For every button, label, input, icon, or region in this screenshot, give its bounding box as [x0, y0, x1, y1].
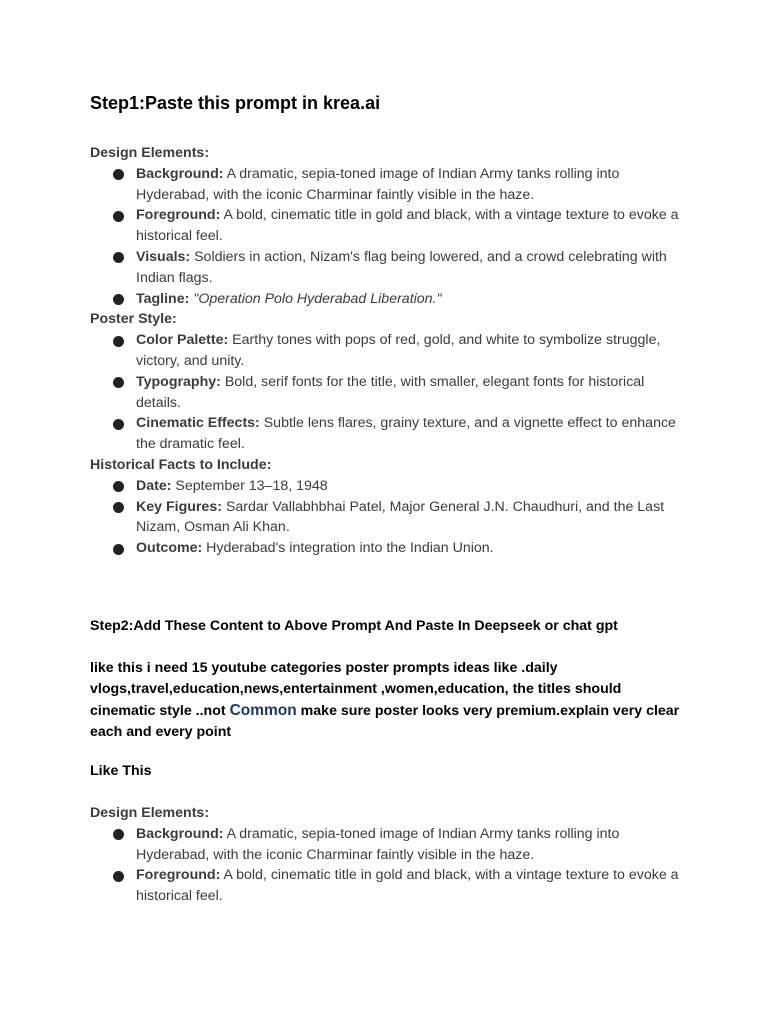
list-item: Background: A dramatic, sepia-toned image of Indian Army tanks rolling into Hyderabad, with the iconic Charminar faintly visible in the haze. — [90, 164, 690, 206]
step1-title: Step1:Paste this prompt in krea.ai — [90, 93, 381, 113]
bullet-icon — [113, 377, 124, 388]
step2-title: Step2:Add These Content to Above Prompt And Paste In Deepseek or chat gpt — [90, 618, 618, 634]
list-item: Outcome: Hyderabad's integration into the Indian Union. — [90, 538, 690, 559]
like-this-label: Like This — [90, 763, 152, 779]
highlight-word: Common — [229, 702, 297, 719]
section2 — [90, 803, 690, 907]
bullet-icon — [113, 481, 124, 492]
bullet-icon — [113, 294, 124, 305]
list-item: Tagline: "Operation Polo Hyderabad Liberation." — [90, 289, 690, 310]
bullet-icon — [113, 871, 124, 882]
bullet-icon — [113, 169, 124, 180]
design-elements-heading: Design Elements: — [90, 805, 210, 821]
design-elements-heading: Design Elements: — [90, 145, 210, 161]
bullet-icon — [113, 252, 124, 263]
list-item: Date: September 13–18, 1948 — [90, 476, 690, 497]
step2-paragraph: like this i need 15 youtube categories poster prompts ideas like .daily vlogs,travel,education,news,entertainment ,women,education, the titles should cinematic style ..not Common make sure poster looks very premium.explain very clear each and every point — [90, 660, 680, 740]
list-item: Key Figures: Sardar Vallabhbhai Patel, Major General J.N. Chaudhuri, and the Last Nizam, Osman Ali Khan. — [90, 497, 690, 539]
bullet-icon — [113, 502, 124, 513]
bullet-icon — [113, 336, 124, 347]
historical-facts-heading: Historical Facts to Include: — [90, 456, 272, 473]
bullet-icon — [113, 544, 124, 555]
list-item: Foreground: A bold, cinematic title in gold and black, with a vintage texture to evoke a historical feel. — [90, 205, 690, 247]
bullet-icon — [113, 211, 124, 222]
bullet-icon — [113, 419, 124, 430]
list-item: Cinematic Effects: Subtle lens flares, grainy texture, and a vignette effect to enhance the dramatic feel. — [90, 413, 690, 455]
list-item: Color Palette: Earthy tones with pops of red, gold, and white to symbolize struggle, victory, and unity. — [90, 330, 690, 372]
list-item: Visuals: Soldiers in action, Nizam's flag being lowered, and a crowd celebrating with Indian flags. — [90, 247, 690, 289]
list-item: Background: A dramatic, sepia-toned image of Indian Army tanks rolling into Hyderabad, with the iconic Charminar faintly visible in the haze. — [90, 824, 690, 866]
poster-style-heading: Poster Style: — [90, 311, 177, 328]
list-item: Typography: Bold, serif fonts for the title, with smaller, elegant fonts for historical details. — [90, 372, 690, 414]
section1 — [90, 143, 690, 559]
bullet-icon — [113, 829, 124, 840]
list-item: Foreground: A bold, cinematic title in gold and black, with a vintage texture to evoke a historical feel. — [90, 865, 690, 907]
